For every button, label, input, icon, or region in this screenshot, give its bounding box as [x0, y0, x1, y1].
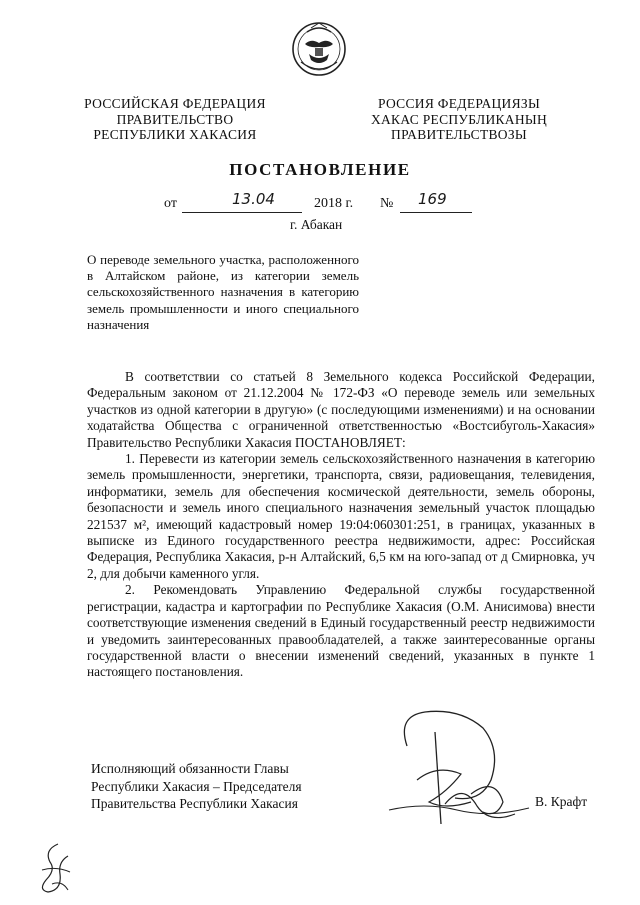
- body-paragraph: В соответствии со статьей 8 Земельного кодекса Российской Федерации, Федеральным законом от 21.12.2004 № 172-ФЗ «О переводе земель или земельных участков из одной категории в другую» (с последующими изменениями) и на основании ходатайства Общества с ограниченной ответственностью «Востсибуголь-Хакасия» Правительство Республики Хакасия ПОСТАНОВЛЯЕТ:: [87, 369, 595, 450]
- header-left-line: РЕСПУБЛИКИ ХАКАСИЯ: [93, 127, 257, 142]
- document-subject: О переводе земельного участка, расположенного в Алтайском районе, из категории земель сельскохозяйственного назначения в категорию земель промышленности и иного специального назначения: [87, 252, 359, 332]
- city-label: г. Абакан: [290, 217, 343, 232]
- signatory-title-line: Исполняющий обязанности Главы: [91, 761, 289, 776]
- header-right-line: ПРАВИТЕЛЬСТВОЗЫ: [391, 127, 527, 142]
- document-body: [87, 369, 595, 681]
- signatory-title-line: Республики Хакасия – Председателя: [91, 778, 302, 794]
- body-paragraph: 1. Перевести из категории земель сельскохозяйственного назначения в категорию земель промышленности, энергетики, транспорта, связи, радиовещания, телевидения, информатики, земель для обеспечения космической деятельности, земель обороны, безопасности и земель иного специального назначения земельный участок площадью 221537 м², имеющий кадастровый номер 19:04:060301:251, в границах, указанных в выписке из Единого государственного реестра недвижимости, адрес: Российская Федерация, Республика Хакасия, р-н Алтайский, 6,5 км на юго-запад от д Смирновка, уч 2, для добычи каменного угля.: [87, 451, 595, 581]
- date-handwritten: 13.04: [232, 190, 275, 208]
- header-left-line: РОССИЙСКАЯ ФЕДЕРАЦИЯ: [84, 96, 266, 111]
- number-handwritten: 169: [418, 190, 447, 208]
- header-right: [334, 96, 584, 143]
- coat-of-arms-icon: [289, 18, 349, 78]
- body-paragraph: 2. Рекомендовать Управлению Федеральной службы государственной регистрации, кадастра и картографии по Республике Хакасия (О.М. Анисимова) внести соответствующие изменения сведений в Единый государственный реестр недвижимости и уведомить заинтересованных правообладателей, а также заинтересованные органы государственной власти о внесении изменений сведений, указанных в пункте 1 настоящего постановления.: [87, 582, 595, 680]
- signatory-name: В. Крафт: [535, 794, 588, 809]
- signatory-title-line: Правительства Республики Хакасия: [91, 796, 298, 811]
- signature-block: [91, 760, 302, 813]
- header-right-line: РОССИЯ ФЕДЕРАЦИЯЗЫ: [377, 96, 541, 111]
- date-underline: [182, 212, 302, 213]
- number-label: №: [380, 196, 394, 211]
- document-title: ПОСТАНОВЛЕНИЕ: [229, 160, 411, 179]
- header-left-line: ПРАВИТЕЛЬСТВО: [116, 111, 234, 127]
- date-line: [0, 190, 640, 216]
- year-label: 2018 г.: [314, 196, 354, 211]
- handwritten-initials-icon: [32, 840, 80, 898]
- date-from-label: от: [164, 196, 177, 211]
- header-right-line: ХАКАС РЕСПУБЛИКАНЫҢ: [370, 111, 548, 127]
- header-left: [50, 96, 300, 143]
- handwritten-signature-icon: [385, 706, 535, 836]
- number-underline: [400, 212, 472, 213]
